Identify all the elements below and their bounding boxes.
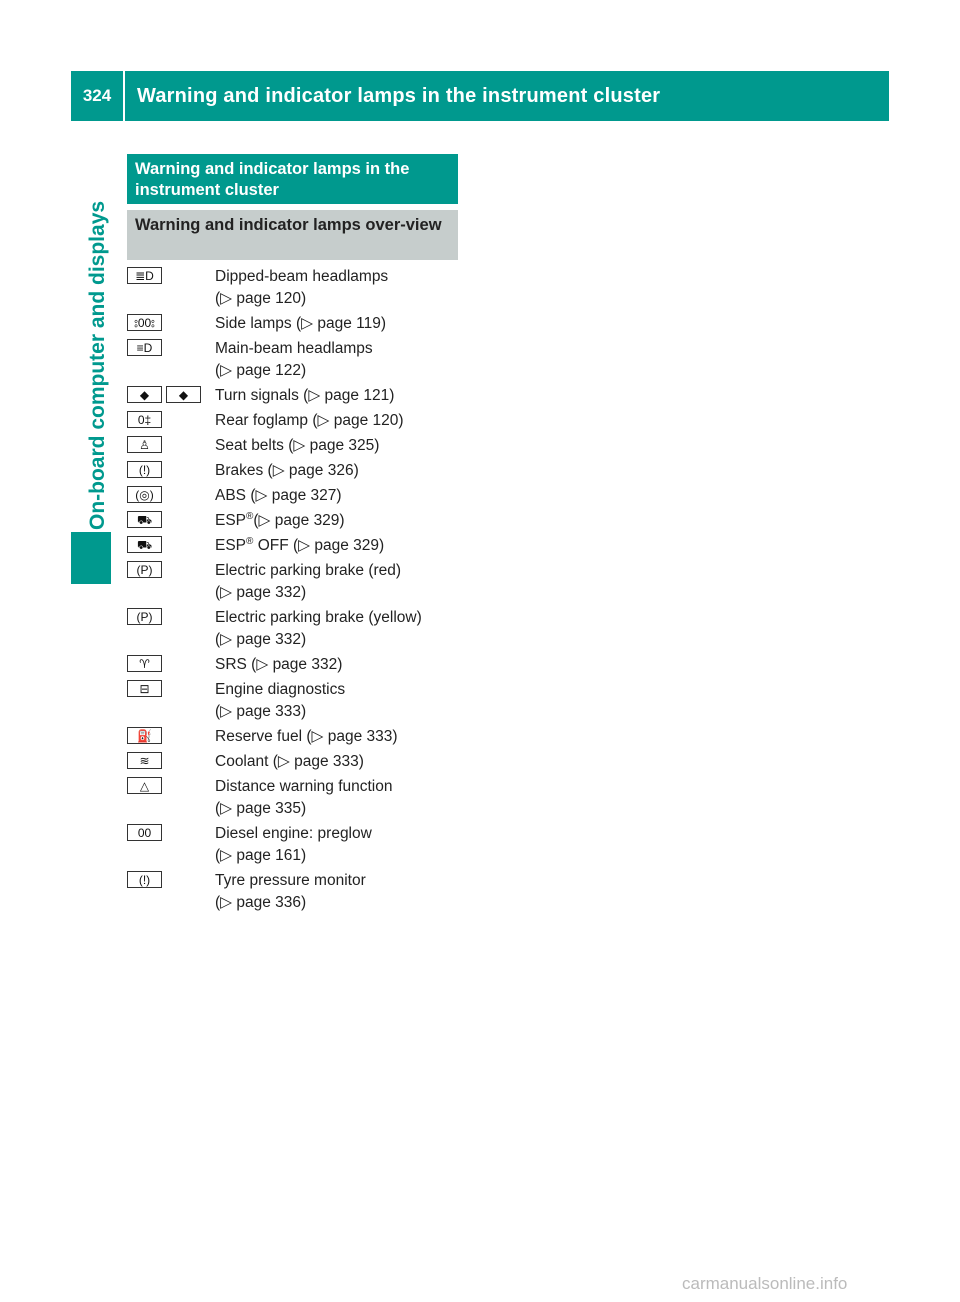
distance-warning-icon: △	[127, 777, 162, 794]
lamp-row	[127, 654, 467, 676]
lamp-icons	[127, 726, 215, 744]
lamp-row	[127, 776, 467, 820]
lamp-row	[127, 266, 467, 310]
lamp-label	[215, 385, 467, 407]
coolant-icon: ≋	[127, 752, 162, 769]
lamp-label	[215, 654, 467, 676]
lamp-name: SRS (▷ page 332)	[215, 656, 343, 673]
brake-icon: (!)	[127, 461, 162, 478]
dipped-beam-icon: ≣D	[127, 267, 162, 284]
lamp-name: Engine diagnostics	[215, 681, 346, 698]
abs-icon: (◎)	[127, 486, 162, 503]
registered-mark: ®	[246, 535, 254, 547]
lamp-row	[127, 313, 467, 335]
page-reference[interactable]: OFF (▷ page 329)	[253, 537, 385, 554]
lamp-label	[215, 535, 467, 557]
side-tab-marker	[71, 532, 111, 584]
section-title: Warning and indicator lamps in the instrument cluster	[127, 154, 458, 204]
lamp-label-line	[215, 510, 467, 532]
page-reference[interactable]: (▷ page 333)	[215, 703, 307, 720]
page-reference[interactable]: (▷ page 332)	[215, 584, 307, 601]
lamp-icons	[127, 338, 215, 356]
lamp-icons	[127, 266, 215, 284]
lamp-icons	[127, 679, 215, 697]
lamp-label	[215, 870, 467, 914]
lamp-name: Turn signals (▷ page 121)	[215, 387, 395, 404]
lamp-name: Main-beam headlamps	[215, 340, 373, 357]
lamp-row	[127, 607, 467, 651]
page-number: 324	[71, 71, 125, 121]
lamp-name: Electric parking brake (yellow)	[215, 609, 422, 626]
lamp-name: Coolant (▷ page 333)	[215, 753, 364, 770]
lamp-icons	[127, 435, 215, 453]
lamp-label-line	[215, 385, 467, 407]
esp-off-icon: ⛟	[127, 536, 162, 553]
side-tab-label: On-board computer and displays	[86, 200, 109, 530]
lamp-icons	[127, 654, 215, 672]
page-reference[interactable]: (▷ page 335)	[215, 800, 307, 817]
lamp-row	[127, 726, 467, 748]
lamp-name: Reserve fuel (▷ page 333)	[215, 728, 398, 745]
lamp-name: ABS (▷ page 327)	[215, 487, 342, 504]
lamp-icons	[127, 535, 215, 553]
lamp-label	[215, 823, 467, 867]
engine-diagnostics-icon: ⊟	[127, 680, 162, 697]
lamp-label	[215, 435, 467, 457]
lamp-label	[215, 460, 467, 482]
page-reference[interactable]: (▷ page 332)	[215, 631, 307, 648]
lamp-label-line	[215, 776, 467, 798]
page-reference[interactable]: (▷ page 161)	[215, 847, 307, 864]
page-reference[interactable]: (▷ page 120)	[215, 290, 307, 307]
lamp-label-line	[215, 870, 467, 892]
lamp-icons	[127, 607, 215, 625]
lamp-row	[127, 485, 467, 507]
lamp-icons	[127, 460, 215, 478]
lamp-label	[215, 485, 467, 507]
lamp-label	[215, 776, 467, 820]
registered-mark: ®	[246, 510, 254, 522]
lamp-icons	[127, 385, 215, 403]
lamp-name: Seat belts (▷ page 325)	[215, 437, 380, 454]
lamp-label-line	[215, 679, 467, 701]
lamp-row	[127, 435, 467, 457]
lamp-name: Rear foglamp (▷ page 120)	[215, 412, 404, 429]
section-subtitle: Warning and indicator lamps over-view	[127, 210, 458, 260]
tyre-pressure-icon: (!)	[127, 871, 162, 888]
lamp-label	[215, 266, 467, 310]
lamp-name: Electric parking brake (red)	[215, 562, 402, 579]
lamp-label	[215, 338, 467, 382]
watermark: carmanualsonline.info	[682, 1274, 848, 1293]
lamp-row	[127, 679, 467, 723]
lamp-label-line	[215, 485, 467, 507]
lamp-label	[215, 607, 467, 651]
lamp-label-line	[215, 607, 467, 629]
lamp-label-line	[215, 460, 467, 482]
lamp-label-line	[215, 535, 467, 557]
lamp-label-line	[215, 654, 467, 676]
lamp-label	[215, 679, 467, 723]
lamp-name: ESP	[215, 537, 247, 554]
page-reference[interactable]: (▷ page 336)	[215, 894, 307, 911]
srs-icon: ♈	[127, 655, 162, 672]
lamp-label	[215, 410, 467, 432]
reserve-fuel-icon: ⛽	[127, 727, 162, 744]
lamp-name: Tyre pressure monitor	[215, 872, 366, 889]
side-lamps-icon: ⦂00⦂	[127, 314, 162, 331]
page-reference[interactable]: (▷ page 122)	[215, 362, 307, 379]
lamp-icons	[127, 870, 215, 888]
lamp-label-line	[215, 410, 467, 432]
lamp-label	[215, 560, 467, 604]
lamp-name: Diesel engine: preglow	[215, 825, 372, 842]
lamp-name: ESP	[215, 512, 247, 529]
lamp-icons	[127, 313, 215, 331]
lamp-row	[127, 338, 467, 382]
lamp-label-line	[215, 560, 467, 582]
rear-foglamp-icon: 0‡	[127, 411, 162, 428]
lamp-label-line	[215, 313, 467, 335]
lamp-name: Brakes (▷ page 326)	[215, 462, 359, 479]
lamp-icons	[127, 485, 215, 503]
lamp-row	[127, 460, 467, 482]
lamp-list	[127, 266, 467, 917]
lamp-icons	[127, 751, 215, 769]
lamp-name: Distance warning function	[215, 778, 393, 795]
lamp-icons	[127, 510, 215, 528]
turn-right-icon: ◆	[166, 386, 201, 403]
lamp-name: Dipped-beam headlamps	[215, 268, 389, 285]
turn-left-icon: ◆	[127, 386, 162, 403]
lamp-label	[215, 726, 467, 748]
page-header	[71, 71, 889, 121]
lamp-label-line	[215, 435, 467, 457]
lamp-label	[215, 751, 467, 773]
lamp-label-line	[215, 751, 467, 773]
lamp-row	[127, 535, 467, 557]
lamp-row	[127, 385, 467, 407]
lamp-row	[127, 751, 467, 773]
lamp-label	[215, 313, 467, 335]
lamp-label-line	[215, 823, 467, 845]
lamp-row	[127, 510, 467, 532]
lamp-label-line	[215, 338, 467, 360]
lamp-label	[215, 510, 467, 532]
lamp-row	[127, 560, 467, 604]
lamp-icons	[127, 560, 215, 578]
lamp-name: Side lamps (▷ page 119)	[215, 315, 387, 332]
lamp-icons	[127, 776, 215, 794]
lamp-row	[127, 870, 467, 914]
page-reference[interactable]: (▷ page 329)	[253, 512, 345, 529]
seat-belt-icon: ♙	[127, 436, 162, 453]
lamp-row	[127, 823, 467, 867]
lamp-row	[127, 410, 467, 432]
parking-brake-yellow-icon: (P)	[127, 608, 162, 625]
lamp-label-line	[215, 266, 467, 288]
esp-icon: ⛟	[127, 511, 162, 528]
lamp-label-line	[215, 726, 467, 748]
lamp-icons	[127, 823, 215, 841]
preglow-icon: 00	[127, 824, 162, 841]
parking-brake-red-icon: (P)	[127, 561, 162, 578]
lamp-icons	[127, 410, 215, 428]
main-beam-icon: ≡D	[127, 339, 162, 356]
header-title: Warning and indicator lamps in the instrument cluster	[137, 84, 661, 107]
